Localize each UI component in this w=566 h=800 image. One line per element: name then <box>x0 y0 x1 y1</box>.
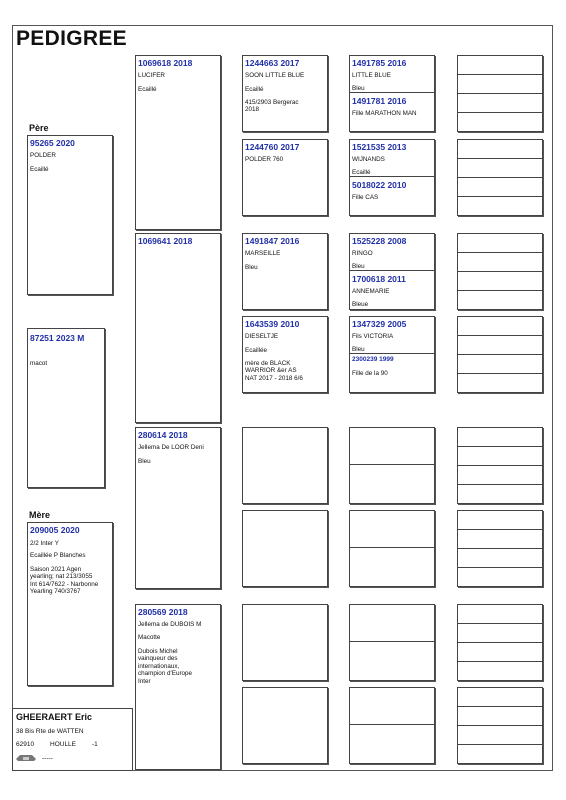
gp-dd-name: Jellema de DUBOIS M <box>138 621 202 628</box>
gggp-empty-2-divider <box>350 547 434 548</box>
gggp-empty-4 <box>349 687 435 764</box>
sire-name: POLDER <box>30 152 56 159</box>
gen5-box-6-line-1 <box>458 529 542 530</box>
ggp-sds-color: Bleu <box>245 264 258 271</box>
subject-name: macot <box>30 360 48 367</box>
ggp-sss-name: SOON LITTLE BLUE <box>245 72 305 79</box>
gen5-box-3-line-2 <box>458 271 542 272</box>
ggp-sss-notes: 415/2903 Bergerac 2018 <box>245 99 299 114</box>
gggp-empty-3 <box>349 604 435 681</box>
gen5-box-8-line-3 <box>458 744 542 745</box>
ggp-empty-3 <box>242 604 328 681</box>
dam-label: Mère <box>29 510 51 520</box>
gggp-a-name: LITTLE BLUE <box>352 72 391 79</box>
gen5-box-2-line-2 <box>458 177 542 178</box>
gen5-box-4-line-3 <box>458 373 542 374</box>
gggp-a-id: 1491785 2016 <box>352 58 407 68</box>
gen5-box-4-line-2 <box>458 354 542 355</box>
gen5-box-6-line-3 <box>458 567 542 568</box>
gp-dd-id: 280569 2018 <box>138 607 188 617</box>
ggp-sss-color: Ecaillé <box>245 86 264 93</box>
gen5-box-6-line-2 <box>458 548 542 549</box>
ggp-sds-id: 1491847 2016 <box>245 236 300 246</box>
gggp-h-id: 2300239 1999 <box>352 356 394 363</box>
gggp-f-color: Bleue <box>352 301 369 308</box>
ggp-empty-1 <box>242 427 328 504</box>
subject-card <box>27 328 105 488</box>
gp-ss-id: 1069618 2018 <box>138 58 193 68</box>
sire-label: Père <box>29 123 49 133</box>
gp-ds-color: Bleu <box>138 458 151 465</box>
gggp-c-name: WIJNANDS <box>352 156 385 163</box>
ggp-ssd-id: 1244760 2017 <box>245 142 300 152</box>
gen5-box-7-line-3 <box>458 661 542 662</box>
gggp-b-id: 1491781 2016 <box>352 96 407 106</box>
gen5-box-3-line-3 <box>458 290 542 291</box>
gggp-f-id: 1700618 2011 <box>352 274 406 284</box>
dam-line1: 2/2 Inter Y <box>30 540 59 547</box>
phone-icon <box>15 753 37 763</box>
gp-dd-card <box>135 604 221 770</box>
gp-ds-id: 280614 2018 <box>138 430 188 440</box>
gp-sd-card <box>135 233 221 423</box>
gggp-g-color: Bleu <box>352 346 365 353</box>
owner-suffix: -1 <box>92 741 98 748</box>
ggp-sdd-name: DIESELTJE <box>245 333 279 340</box>
gggp-h-name: Fille de la 90 <box>352 370 388 377</box>
ggp-empty-2 <box>242 510 328 587</box>
gggp-g-name: Fils VICTORIA <box>352 333 394 340</box>
dam-color: Ecaillée P Blanches <box>30 552 86 559</box>
page-title: PEDIGREE <box>16 27 127 50</box>
gp-sd-id: 1069641 2018 <box>138 236 193 246</box>
gen5-box-2-line-3 <box>458 196 542 197</box>
ggp-ssd-name: POLDER 760 <box>245 156 284 163</box>
ggp-sdd-notes: mère de BLACK WARRIOR &er AS NAT 2017 - 2018 6/6 <box>245 360 303 382</box>
gggp-e-id: 1525228 2008 <box>352 236 407 246</box>
owner-phone: ----- <box>42 755 53 762</box>
gggp-e-name: RINGO <box>352 250 373 257</box>
gggp-empty-1-divider <box>350 464 434 465</box>
subject-id: 87251 2023 M <box>30 333 85 343</box>
gp-ss-card <box>135 55 221 230</box>
gp-ss-name: LUCIFER <box>138 72 165 79</box>
gen5-box-5-line-1 <box>458 446 542 447</box>
ggp-sss-id: 1244663 2017 <box>245 58 300 68</box>
ggp-sdd-id: 1643539 2010 <box>245 319 300 329</box>
gggp-empty-3-divider <box>350 641 434 642</box>
gggp-f-name: ANNEMARIE <box>352 288 390 295</box>
gen5-box-3-line-1 <box>458 252 542 253</box>
owner-postcode: 62910 <box>16 741 35 748</box>
gp-dd-color: Macotte <box>138 634 161 641</box>
ggp-sds-name: MARSEILLE <box>245 250 281 257</box>
gggp-empty-1 <box>349 427 435 504</box>
gggp-e-color: Bleu <box>352 263 365 270</box>
gggp-d-name: Fille CAS <box>352 194 379 201</box>
owner-address: 38 Bis Rte de WATTEN <box>16 728 84 735</box>
gen5-box-8-line-2 <box>458 725 542 726</box>
gen5-box-1-line-2 <box>458 93 542 94</box>
gggp-g-id: 1347329 2005 <box>352 319 407 329</box>
owner-name: GHEERAERT Eric <box>16 712 93 722</box>
sire-id: 95265 2020 <box>30 138 75 148</box>
dam-results: Saison 2021 Agen yearling; nat 213/3055 Int 614/7622 - Narbonne Yearling 740/3767 <box>30 566 99 596</box>
gggp-empty-2 <box>349 510 435 587</box>
sire-color: Ecaillé <box>30 166 49 173</box>
gen5-box-5-line-2 <box>458 465 542 466</box>
gggp-a-color: Bleu <box>352 85 365 92</box>
gggp-empty-4-divider <box>350 724 434 725</box>
gggp-b-name: Fille MARATHON MAN <box>352 110 417 117</box>
gggp-c-color: Ecaillé <box>352 169 371 176</box>
gggp-d-id: 5018022 2010 <box>352 180 407 190</box>
gen5-box-7-line-2 <box>458 642 542 643</box>
gp-dd-notes: Dubois Michel vainqueur des internationaux, champion d'Europe Inter <box>138 648 193 685</box>
gen5-box-4-line-1 <box>458 335 542 336</box>
gp-ds-name: Jellema De LOOR Deni <box>138 444 204 451</box>
gen5-box-2-line-1 <box>458 158 542 159</box>
gggp-c-id: 1521535 2013 <box>352 142 407 152</box>
gen5-box-5-line-3 <box>458 484 542 485</box>
dam-id: 209005 2020 <box>30 525 80 535</box>
ggp-empty-4 <box>242 687 328 764</box>
gen5-box-1-line-3 <box>458 112 542 113</box>
gen5-box-8-line-1 <box>458 706 542 707</box>
ggp-sdd-color: Ecaillée <box>245 347 268 354</box>
gen5-box-1-line-1 <box>458 74 542 75</box>
gen5-box-7-line-1 <box>458 623 542 624</box>
gp-ss-color: Ecaillé <box>138 86 157 93</box>
owner-city: HOULLE <box>50 741 77 748</box>
